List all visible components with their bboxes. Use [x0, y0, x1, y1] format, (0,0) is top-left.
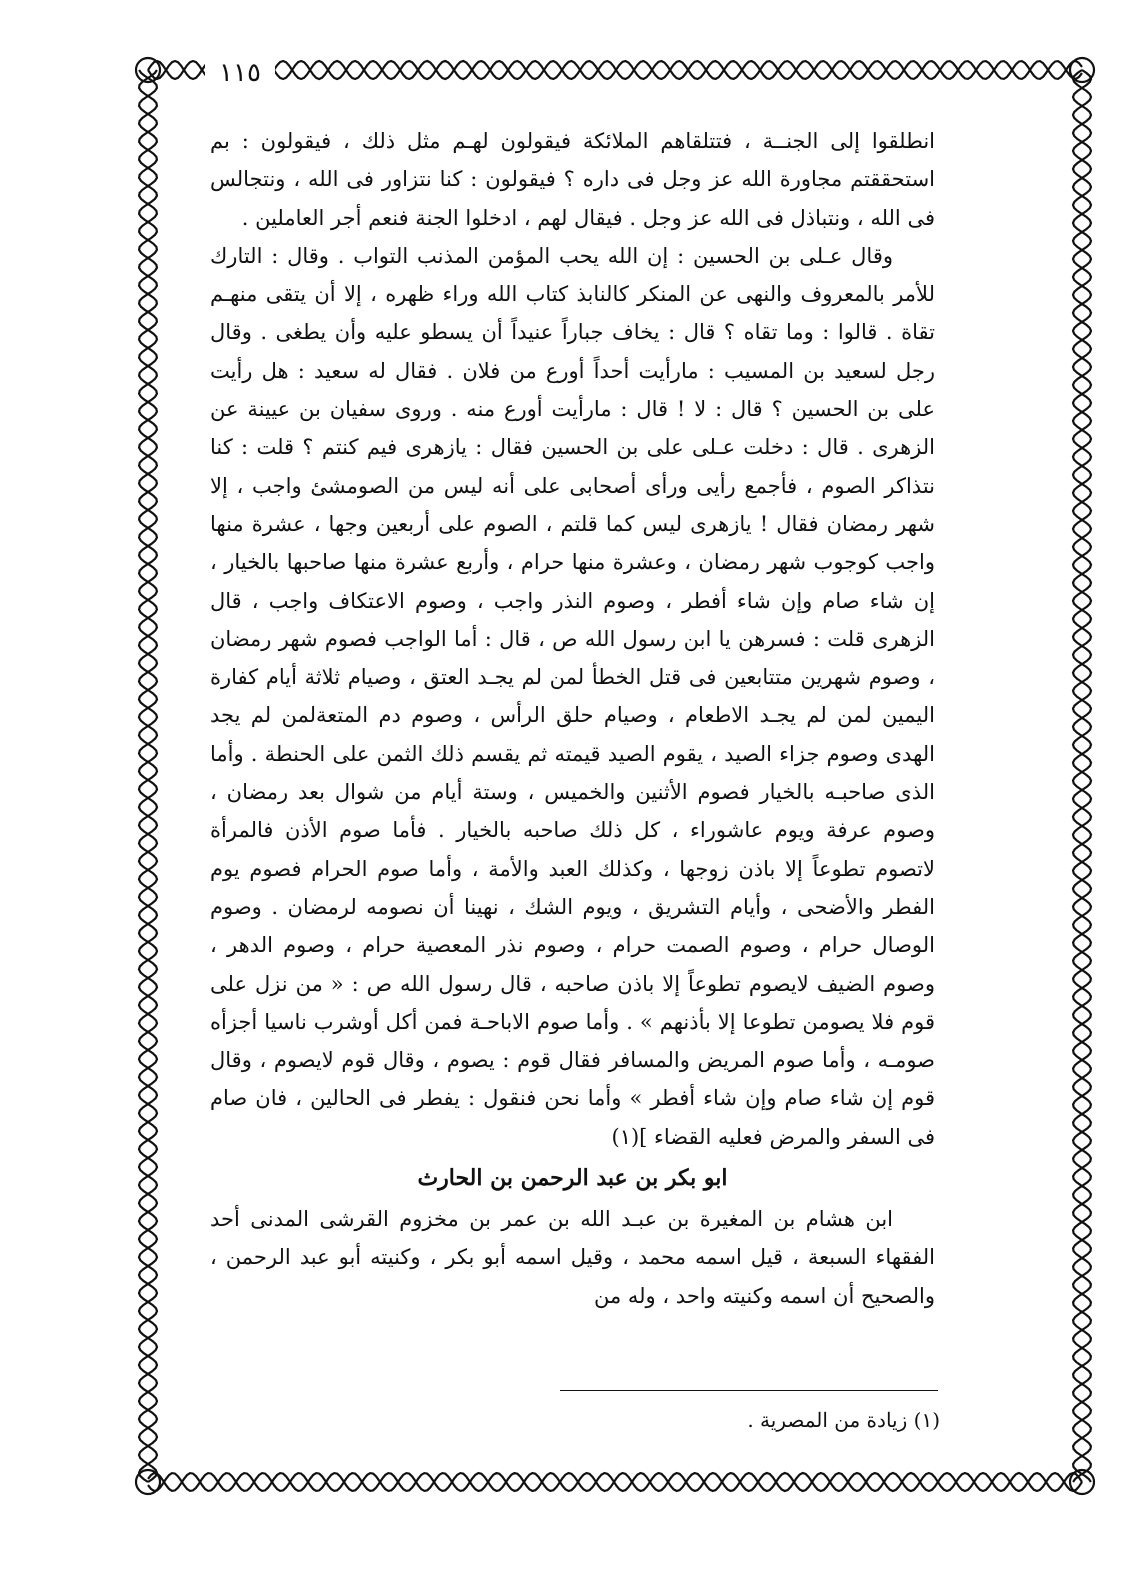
- footnote-marker: (١): [913, 1408, 940, 1432]
- page-number: ١١٥: [205, 56, 275, 90]
- footnote-divider: [560, 1390, 938, 1391]
- section-paragraph: ابن هشام بن المغيرة بن عبـد الله بن عمر بن مخزوم القرشى المدنى أحد الفقهاء السبعة ، قيل اسمه محمد ، وقيل اسمه أبو بكر ، وكنيته أبو عبد الرحمن ، والصحيح أن اسمه وكنيته واحد ، وله من: [210, 1207, 935, 1308]
- main-text: [210, 122, 935, 1315]
- footnote-text: زيادة من المصرية .: [747, 1408, 908, 1432]
- paragraph-2: وقال عـلى بن الحسين : إن الله يحب المؤمن المذنب التواب . وقال : التارك للأمر بالمعروف والنهى عن المنكر كالنابذ كتاب الله وراء ظهره ، إلا أن يتقى منهـم تقاة . قالوا : وما تقاه ؟ قال : يخاف جباراً عنيداً أن يسطو عليه وأن يطغى . وقال رجل لسعيد بن المسيب : مارأيت أحداً أورع من فلان . فقال له سعيد : هل رأيت على بن الحسين ؟ قال : لا ! قال : مارأيت أورع منه . وروى سفيان بن عيينة عن الزهرى . قال : دخلت عـلى على بن الحسين فقال : يازهرى فيم كنتم ؟ قلت : كنا نتذاكر الصوم ، فأجمع رأيى ورأى أصحابى على أنه ليس من الصومشئ واجب ، إلا شهر رمضان فقال ! يازهرى ليس كما قلتم ، الصوم على أربعين وجها ، عشرة منها واجب كوجوب شهر رمضان ، وعشرة منها حرام ، وأربع عشرة منها صاحبها بالخيار ، إن شاء صام وإن شاء أفطر ، وصوم النذر واجب ، وصوم الاعتكاف واجب ، قال الزهرى قلت : فسرهن يا ابن رسول الله ص ، قال : أما الواجب فصوم شهر رمضان ، وصوم شهرين متتابعين فى قتل الخطأ لمن لم يجـد العتق ، وصيام ثلاثة أيام كفارة اليمين لمن لم يجـد الاطعام ، وصيام حلق الرأس ، وصوم دم المتعةلمن لم يجد الهدى وصوم جزاء الصيد ، يقوم الصيد قيمته ثم يقسم ذلك الثمن على الحنطة . وأما الذى صاحبـه بالخيار فصوم الأثنين والخميس ، وستة أيام من شوال بعد رمضان ، وصوم عرفة ويوم عاشوراء ، كل ذلك صاحبه بالخيار . فأما صوم الأذن فالمرأة لاتصوم تطوعاً إلا باذن زوجها ، وكذلك العبد والأمة ، وأما صوم الحرام فصوم يوم الفطر والأضحى ، وأيام التشريق ، ويوم الشك ، نهينا أن نصومه لرمضان . وصوم الوصال حرام ، وصوم الصمت حرام ، وصوم نذر المعصية حرام ، وصوم الدهر ، وصوم الضيف لايصوم تطوعاً إلا باذن صاحبه ، قال رسول الله ص : « من نزل على قوم فلا يصومن تطوعا إلا بأذنهم » . وأما صوم الاباحـة فمن أكل أوشرب ناسيا أجزأه صومـه ، وأما صوم المريض والمسافر فقال قوم : يصوم ، وقال قوم لايصوم ، وقال قوم إن شاء صام وإن شاء أفطر » وأما نحن فنقول : يفطر فى الحالين ، فان صام فى السفر والمرض فعليه القضاء ](١): [210, 243, 935, 1149]
- section-heading: ابو بكر بن عبد الرحمن بن الحارث: [417, 1165, 728, 1192]
- footnote: [747, 1402, 940, 1438]
- paragraph-1: انطلقوا إلى الجنــة ، فتتلقاهم الملائكة فيقولون لهـم مثل ذلك ، فيقولون : بم استحققتم مجاورة الله عز وجل فى داره ؟ فيقولون : كنا نتزاور فى الله ، ونتجالس فى الله ، ونتباذل فى الله عز وجل . فيقال لهم ، ادخلوا الجنة فنعم أجر العاملين .: [210, 129, 935, 230]
